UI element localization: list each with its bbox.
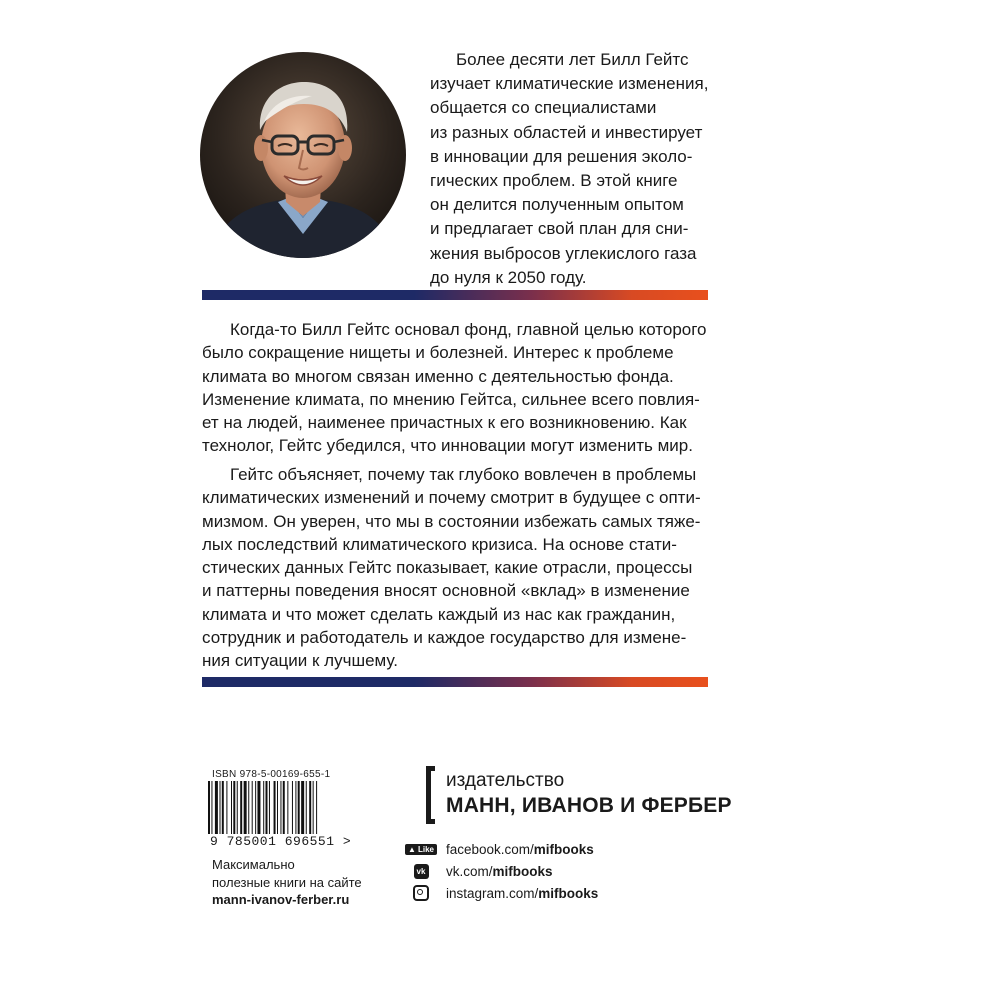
paragraph-line: лых последствий климатического кризиса. На основе стати- — [202, 534, 677, 554]
publisher-label: издательство — [446, 770, 565, 791]
description-paragraph-1 — [202, 318, 722, 458]
vk-url-handle: mifbooks — [492, 863, 553, 879]
social-instagram[interactable] — [404, 884, 664, 902]
intro-line: гических проблем. В этой книге — [430, 171, 678, 191]
paragraph-line: стических данных Гейтс показывает, какие отрасли, процессы — [202, 558, 693, 578]
gradient-divider — [202, 290, 708, 300]
paragraph-line: климатических изменений и почему смотрит в будущее с опти- — [202, 488, 701, 508]
intro-line: до нуля к 2050 году. — [430, 267, 587, 287]
intro-line: изучает климатические изменения, — [430, 74, 709, 94]
intro-line: Более десяти лет Билл Гейтс — [456, 50, 689, 69]
publisher-name: МАНН, ИВАНОВ И ФЕРБЕР — [446, 794, 732, 817]
social-facebook[interactable] — [404, 840, 664, 858]
paragraph-line: сотрудник и работодатель и каждое государство для измене- — [202, 628, 687, 648]
like-badge — [405, 844, 437, 855]
website-link[interactable]: mann-ivanov-ferber.ru — [212, 892, 350, 907]
paragraph-line: ния ситуации к лучшему. — [202, 651, 398, 671]
thumbs-up-icon: ▲ — [408, 844, 416, 854]
author-portrait — [200, 52, 406, 258]
paragraph-line: было сокращение нищеты и болезней. Интерес к проблеме — [202, 343, 674, 363]
paragraph-line: Изменение климата, по мнению Гейтса, сильнее всего повлия- — [202, 389, 700, 409]
facebook-like-icon — [404, 844, 438, 855]
description-paragraph-2 — [202, 463, 722, 673]
social-vk[interactable] — [404, 862, 664, 880]
vk-url-prefix: vk.com/ — [446, 863, 493, 879]
vk-icon-wrapper — [404, 864, 438, 879]
paragraph-line: ет на людей, наименее причастных к его возникновению. Как — [202, 413, 687, 433]
promo-line: Максимально — [212, 857, 295, 872]
isbn-number: ISBN 978-5-00169-655-1 — [212, 769, 331, 780]
intro-text — [430, 48, 730, 290]
website-promo — [212, 856, 362, 909]
instagram-icon — [413, 885, 429, 901]
instagram-url-prefix: instagram.com/ — [446, 885, 539, 901]
instagram-icon-wrapper — [404, 885, 438, 901]
intro-line: из разных областей и инвестирует — [430, 122, 703, 142]
gradient-divider — [202, 677, 708, 687]
intro-line: он делится полученным опытом — [430, 195, 684, 215]
paragraph-line: Когда-то Билл Гейтс основал фонд, главной целью которого — [230, 320, 707, 339]
promo-line: полезные книги на сайте — [212, 874, 362, 890]
like-label: Like — [417, 844, 434, 854]
vk-icon: vk — [414, 864, 429, 879]
facebook-url-prefix: facebook.com/ — [446, 841, 534, 857]
barcode-digits: 9 785001 696551 > — [210, 834, 352, 849]
paragraph-line: климата и что может сделать каждый из нас как гражданин, — [202, 604, 676, 624]
paragraph-line: Гейтс объясняет, почему так глубоко вовлечен в проблемы — [230, 465, 697, 484]
instagram-url-handle: mifbooks — [538, 885, 599, 901]
facebook-url-handle: mifbooks — [533, 841, 594, 857]
paragraph-line: мизмом. Он уверен, что мы в состоянии избежать самых тяже- — [202, 511, 701, 531]
intro-line: жения выбросов углекислого газа — [430, 243, 697, 263]
intro-line: общается со специалистами — [430, 98, 657, 118]
paragraph-line: технолог, Гейтс убедился, что инновации могут изменить мир. — [202, 436, 693, 456]
intro-line: и предлагает свой план для сни- — [430, 219, 689, 239]
intro-line: в инновации для решения эколо- — [430, 146, 693, 166]
paragraph-line: и паттерны поведения вносят основной «вклад» в изменение — [202, 581, 690, 601]
publisher-bracket-icon — [426, 766, 435, 824]
author-photo — [200, 52, 406, 258]
paragraph-line: климата во многом связан именно с деятельностью фонда. — [202, 366, 674, 386]
